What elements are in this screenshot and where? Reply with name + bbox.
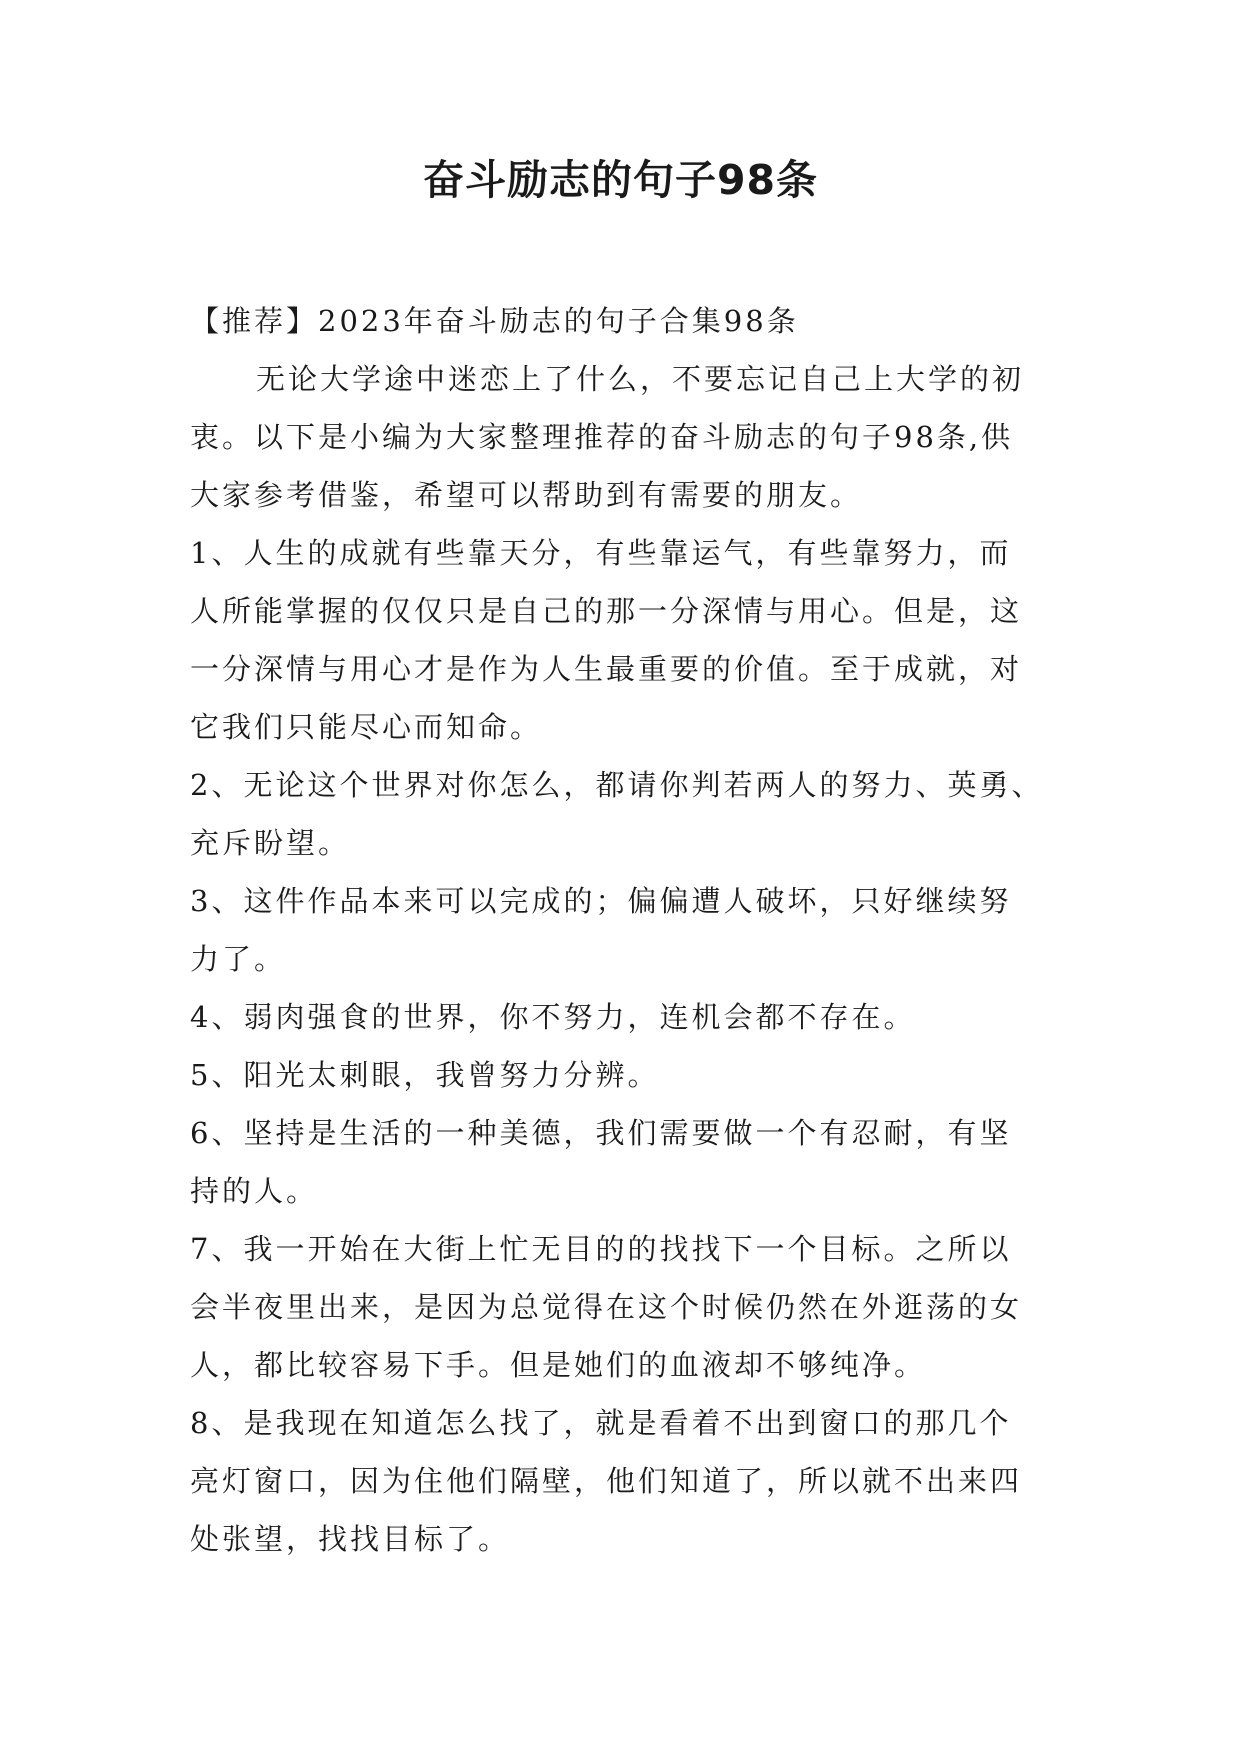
intro-line: 衷。以下是小编为大家整理推荐的奋斗励志的句子98条,供 — [190, 420, 1014, 454]
document-subtitle: 【推荐】2023年奋斗励志的句子合集98条 — [190, 304, 799, 338]
list-item-line: 7、我一开始在大街上忙无目的的找找下一个目标。之所以 — [190, 1232, 1012, 1266]
list-item-line: 力了。 — [190, 942, 287, 976]
list-item-line: 5、阳光太刺眼，我曾努力分辨。 — [190, 1058, 660, 1092]
list-item — [190, 1104, 1055, 1220]
list-item-line: 充斥盼望。 — [190, 826, 351, 860]
list-item — [190, 872, 1055, 988]
intro-paragraph — [190, 350, 1055, 524]
document-title: 奋斗励志的句子98条 — [422, 156, 819, 204]
list-item — [190, 524, 1055, 756]
intro-line: 无论大学途中迷恋上了什么，不要忘记自己上大学的初 — [256, 362, 1025, 396]
list-item-line: 持的人。 — [190, 1174, 319, 1208]
list-item-line: 人所能掌握的仅仅只是自己的那一分深情与用心。但是，这 — [190, 594, 1023, 628]
intro-line: 大家参考借鉴，希望可以帮助到有需要的朋友。 — [190, 478, 863, 512]
list-item-line: 一分深情与用心才是作为人生最重要的价值。至于成就，对 — [190, 652, 1023, 686]
list-item — [190, 988, 1055, 1046]
list-item-line: 1、人生的成就有些靠天分，有些靠运气，有些靠努力，而 — [190, 536, 1012, 570]
list-item-line: 会半夜里出来，是因为总觉得在这个时候仍然在外逛荡的女 — [190, 1290, 1023, 1324]
list-item — [190, 1220, 1055, 1394]
document-body — [190, 292, 1055, 1568]
list-item-line: 6、坚持是生活的一种美德，我们需要做一个有忍耐，有坚 — [190, 1116, 1012, 1150]
list-item-line: 8、是我现在知道怎么找了，就是看着不出到窗口的那几个 — [190, 1406, 1012, 1440]
list-item — [190, 1394, 1055, 1568]
list-item-line: 4、弱肉强食的世界，你不努力，连机会都不存在。 — [190, 1000, 916, 1034]
list-item-line: 2、无论这个世界对你怎么，都请你判若两人的努力、英勇、 — [190, 768, 1044, 802]
list-item — [190, 756, 1055, 872]
list-item-line: 3、这件作品本来可以完成的；偏偏遭人破坏，只好继续努 — [190, 884, 1012, 918]
list-item-line: 它我们只能尽心而知命。 — [190, 710, 543, 744]
list-item-line: 人，都比较容易下手。但是她们的血液却不够纯净。 — [190, 1348, 927, 1382]
list-item-line: 亮灯窗口，因为住他们隔壁，他们知道了，所以就不出来四 — [190, 1464, 1023, 1498]
list-item-line: 处张望，找找目标了。 — [190, 1522, 511, 1556]
list-item — [190, 1046, 1055, 1104]
